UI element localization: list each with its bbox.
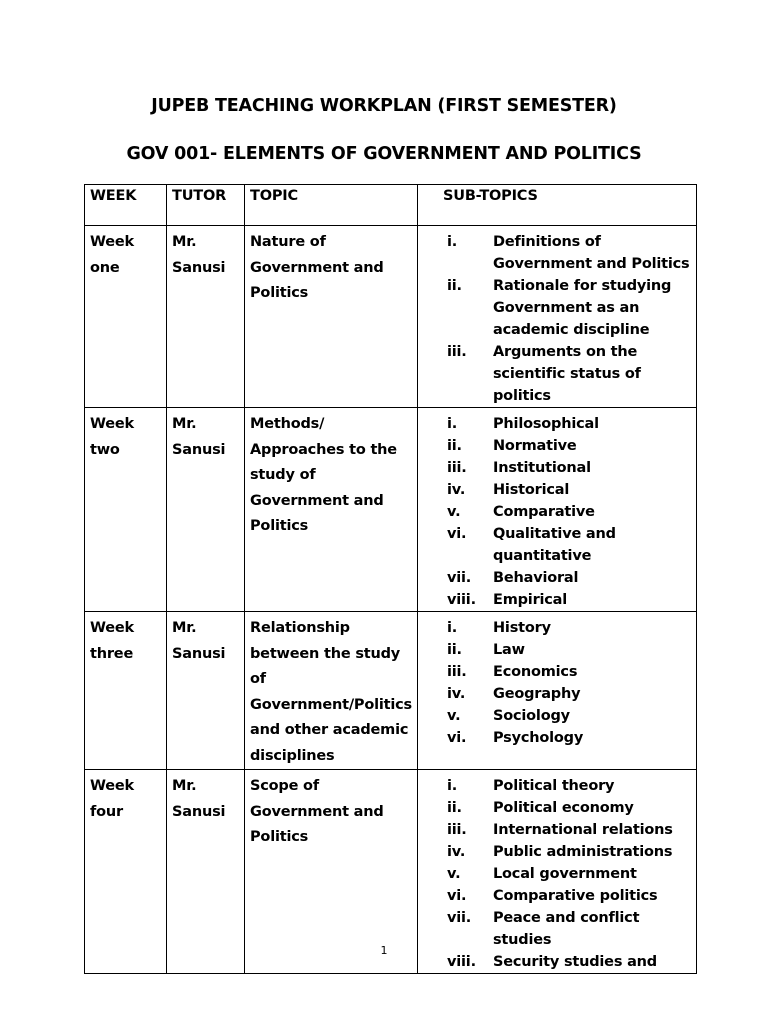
- list-item: v. Sociology: [447, 708, 570, 724]
- list-item: iii. International relations: [447, 822, 673, 838]
- week-cell: Week two: [85, 408, 167, 612]
- tutor-cell: Mr. Sanusi: [167, 612, 245, 770]
- tutor-cell: Mr. Sanusi: [167, 226, 245, 408]
- list-item: iii. Arguments on the scientific status of politics: [447, 344, 641, 404]
- workplan-table: [84, 184, 697, 974]
- subtopic-list: [423, 226, 691, 407]
- subtopics-cell: [418, 408, 697, 612]
- list-item: vi. Psychology: [447, 730, 584, 746]
- list-item: i. History: [447, 620, 551, 636]
- list-item: i. Philosophical: [447, 416, 599, 432]
- list-item: vii. Behavioral: [447, 570, 579, 586]
- table-row: [85, 408, 697, 612]
- course-title: GOV 001- ELEMENTS OF GOVERNMENT AND POLITICS: [126, 144, 642, 164]
- week-cell: Week three: [85, 612, 167, 770]
- list-item: iv. Historical: [447, 482, 570, 498]
- subtopic-list: [423, 770, 691, 973]
- table-row: [85, 226, 697, 408]
- table-header-row: [85, 185, 697, 226]
- tutor-cell: Mr. Sanusi: [167, 408, 245, 612]
- list-item: vi. Comparative politics: [447, 888, 658, 904]
- header-week: WEEK: [85, 185, 167, 226]
- document-title: JUPEB TEACHING WORKPLAN (FIRST SEMESTER): [151, 96, 617, 116]
- header-topic: TOPIC: [245, 185, 418, 226]
- list-item: ii. Normative: [447, 438, 577, 454]
- list-item: ii. Law: [447, 642, 525, 658]
- list-item: iii. Institutional: [447, 460, 591, 476]
- subtopic-list: [423, 612, 691, 749]
- header-tutor: TUTOR: [167, 185, 245, 226]
- list-item: viii. Security studies and: [447, 954, 657, 970]
- topic-cell: Nature of Government and Politics: [245, 226, 418, 408]
- list-item: ii. Political economy: [447, 800, 634, 816]
- topic-cell: Scope of Government and Politics: [245, 770, 418, 974]
- header-sub-topics: SUB-TOPICS: [418, 185, 697, 226]
- subtopics-cell: [418, 226, 697, 408]
- week-cell: Week one: [85, 226, 167, 408]
- list-item: vi. Qualitative and quantitative: [447, 526, 616, 564]
- page-number: 1: [380, 944, 388, 957]
- subtopics-cell: [418, 770, 697, 974]
- list-item: ii. Rationale for studying Government as an academic discipline: [447, 278, 672, 338]
- list-item: i. Political theory: [447, 778, 615, 794]
- table-row: [85, 770, 697, 974]
- week-cell: Week four: [85, 770, 167, 974]
- tutor-cell: Mr. Sanusi: [167, 770, 245, 974]
- subtopics-cell: [418, 612, 697, 770]
- table-row: [85, 612, 697, 770]
- topic-cell: Relationship between the study of Government/Politics and other academic disciplines: [245, 612, 418, 770]
- list-item: iv. Geography: [447, 686, 581, 702]
- list-item: v. Local government: [447, 866, 637, 882]
- list-item: iii. Economics: [447, 664, 578, 680]
- list-item: i. Definitions of Government and Politics: [447, 234, 690, 272]
- list-item: viii. Empirical: [447, 592, 568, 608]
- list-item: v. Comparative: [447, 504, 595, 520]
- subtopic-list: [423, 408, 691, 611]
- list-item: iv. Public administrations: [447, 844, 673, 860]
- list-item: vii. Peace and conflict studies: [447, 910, 640, 948]
- topic-cell: Methods/ Approaches to the study of Government and Politics: [245, 408, 418, 612]
